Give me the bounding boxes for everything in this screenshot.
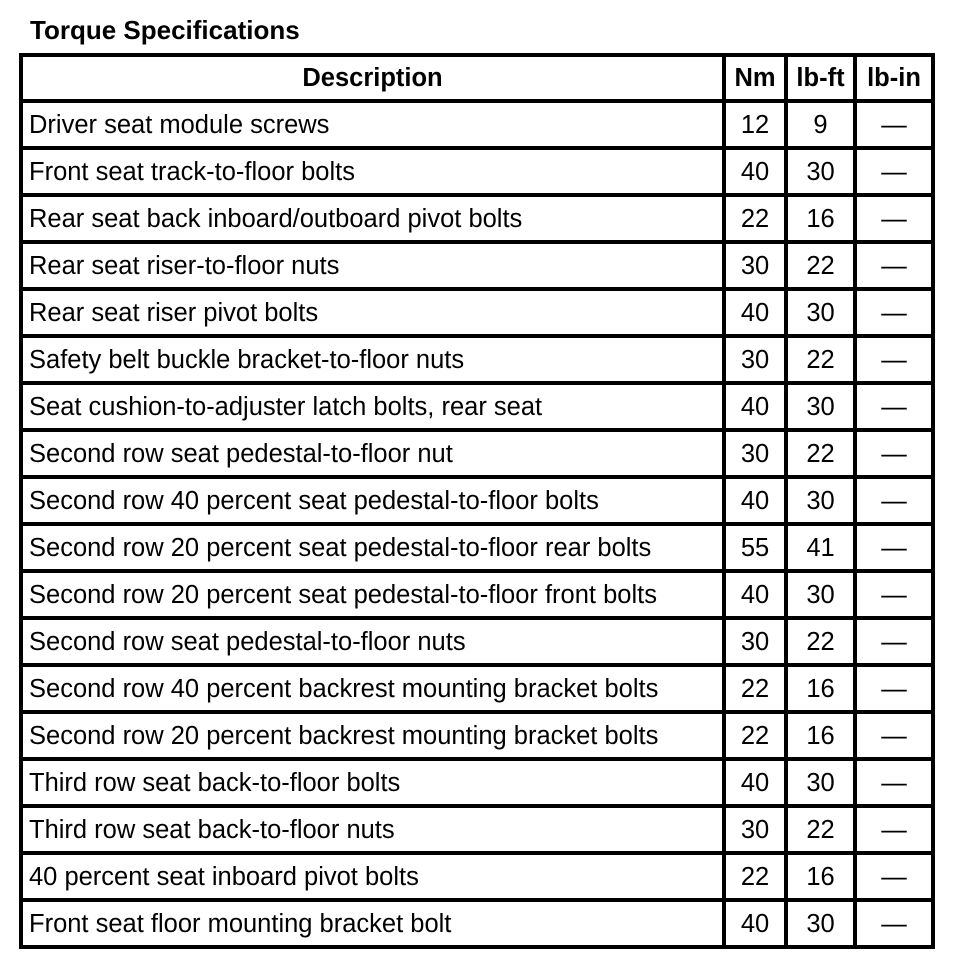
cell-lbin: —	[855, 148, 933, 195]
cell-nm: 40	[724, 477, 786, 524]
cell-nm: 22	[724, 195, 786, 242]
table-row	[21, 477, 933, 524]
cell-description: Second row 20 percent seat pedestal-to-floor front bolts	[21, 571, 724, 618]
cell-lbin: —	[855, 336, 933, 383]
table-row	[21, 571, 933, 618]
cell-lbin: —	[855, 571, 933, 618]
table-row	[21, 759, 933, 806]
cell-lbin: —	[855, 806, 933, 853]
cell-lbin: —	[855, 712, 933, 759]
cell-lbin: —	[855, 195, 933, 242]
table-row	[21, 383, 933, 430]
cell-nm: 55	[724, 524, 786, 571]
cell-description: Second row 20 percent seat pedestal-to-floor rear bolts	[21, 524, 724, 571]
cell-description: Safety belt buckle bracket-to-floor nuts	[21, 336, 724, 383]
cell-lbin: —	[855, 242, 933, 289]
cell-nm: 30	[724, 336, 786, 383]
table-row	[21, 148, 933, 195]
cell-description: Front seat track-to-floor bolts	[21, 148, 724, 195]
cell-nm: 40	[724, 900, 786, 947]
table-row	[21, 853, 933, 900]
cell-lbin: —	[855, 430, 933, 477]
table-body	[21, 101, 933, 947]
cell-lbft: 30	[786, 289, 855, 336]
cell-nm: 40	[724, 289, 786, 336]
table-row	[21, 806, 933, 853]
cell-lbin: —	[855, 383, 933, 430]
cell-lbft: 22	[786, 242, 855, 289]
cell-description: Driver seat module screws	[21, 101, 724, 148]
header-lbft: lb-ft	[786, 55, 855, 101]
cell-lbft: 16	[786, 195, 855, 242]
cell-lbft: 41	[786, 524, 855, 571]
cell-nm: 40	[724, 148, 786, 195]
cell-lbft: 30	[786, 477, 855, 524]
cell-description: Rear seat riser-to-floor nuts	[21, 242, 724, 289]
cell-nm: 30	[724, 806, 786, 853]
cell-lbft: 22	[786, 336, 855, 383]
cell-lbft: 9	[786, 101, 855, 148]
cell-lbft: 30	[786, 383, 855, 430]
cell-description: Second row 40 percent seat pedestal-to-floor bolts	[21, 477, 724, 524]
cell-lbin: —	[855, 289, 933, 336]
table-header-row	[21, 55, 933, 101]
table-row	[21, 195, 933, 242]
cell-lbin: —	[855, 853, 933, 900]
cell-nm: 12	[724, 101, 786, 148]
cell-nm: 40	[724, 759, 786, 806]
cell-nm: 22	[724, 853, 786, 900]
cell-nm: 30	[724, 242, 786, 289]
table-row	[21, 618, 933, 665]
cell-description: Second row seat pedestal-to-floor nuts	[21, 618, 724, 665]
cell-lbin: —	[855, 759, 933, 806]
header-lbin: lb-in	[855, 55, 933, 101]
cell-nm: 22	[724, 712, 786, 759]
cell-lbin: —	[855, 618, 933, 665]
cell-description: 40 percent seat inboard pivot bolts	[21, 853, 724, 900]
table-row	[21, 430, 933, 477]
cell-lbft: 16	[786, 712, 855, 759]
cell-description: Third row seat back-to-floor nuts	[21, 806, 724, 853]
cell-lbft: 16	[786, 665, 855, 712]
table-row	[21, 524, 933, 571]
cell-nm: 40	[724, 571, 786, 618]
table-row	[21, 665, 933, 712]
header-nm: Nm	[724, 55, 786, 101]
cell-lbft: 30	[786, 148, 855, 195]
cell-description: Second row 20 percent backrest mounting bracket bolts	[21, 712, 724, 759]
cell-lbft: 16	[786, 853, 855, 900]
cell-lbft: 30	[786, 900, 855, 947]
cell-description: Seat cushion-to-adjuster latch bolts, rear seat	[21, 383, 724, 430]
cell-nm: 30	[724, 430, 786, 477]
cell-lbin: —	[855, 665, 933, 712]
header-description: Description	[21, 55, 724, 101]
cell-lbin: —	[855, 524, 933, 571]
table-row	[21, 242, 933, 289]
cell-nm: 30	[724, 618, 786, 665]
cell-lbin: —	[855, 101, 933, 148]
cell-description: Rear seat riser pivot bolts	[21, 289, 724, 336]
cell-nm: 22	[724, 665, 786, 712]
table-row	[21, 101, 933, 148]
cell-description: Front seat floor mounting bracket bolt	[21, 900, 724, 947]
cell-lbft: 22	[786, 430, 855, 477]
cell-nm: 40	[724, 383, 786, 430]
table-row	[21, 289, 933, 336]
cell-description: Second row seat pedestal-to-floor nut	[21, 430, 724, 477]
table-row	[21, 336, 933, 383]
page-title: Torque Specifications	[30, 15, 300, 45]
cell-lbft: 30	[786, 759, 855, 806]
cell-description: Rear seat back inboard/outboard pivot bolts	[21, 195, 724, 242]
table-row	[21, 712, 933, 759]
cell-lbft: 22	[786, 806, 855, 853]
cell-description: Second row 40 percent backrest mounting bracket bolts	[21, 665, 724, 712]
cell-lbft: 22	[786, 618, 855, 665]
torque-spec-table	[19, 53, 935, 949]
cell-lbft: 30	[786, 571, 855, 618]
cell-lbin: —	[855, 900, 933, 947]
cell-description: Third row seat back-to-floor bolts	[21, 759, 724, 806]
cell-lbin: —	[855, 477, 933, 524]
table-row	[21, 900, 933, 947]
